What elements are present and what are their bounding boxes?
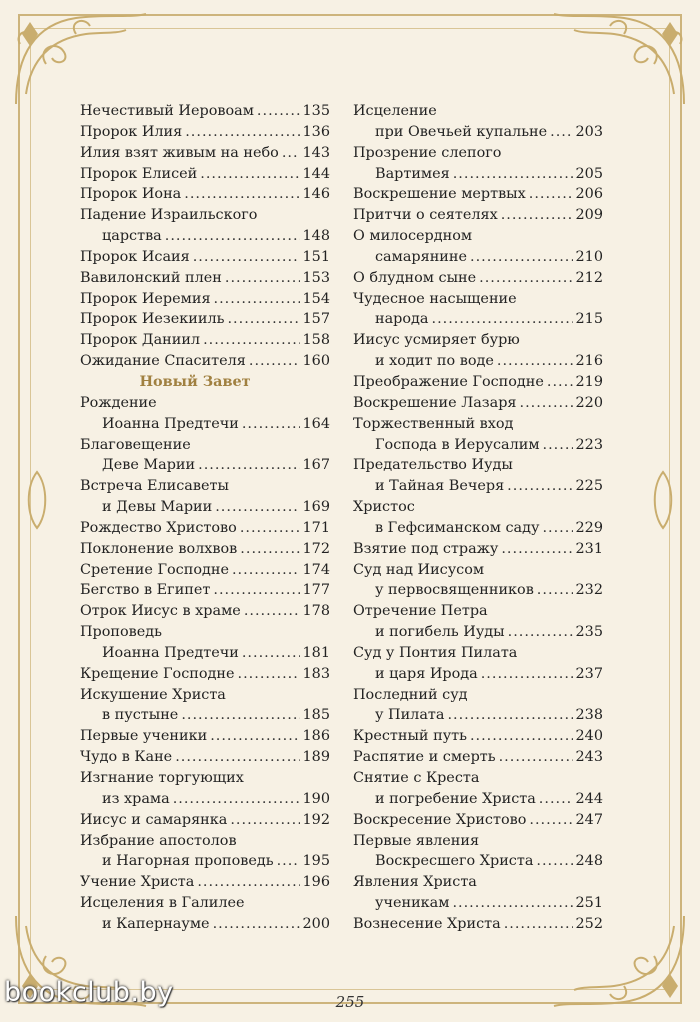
dot-leader: [501, 539, 572, 560]
toc-entry-page: 244: [575, 790, 603, 807]
toc-entry-page: 153: [302, 269, 330, 286]
dot-leader: [193, 247, 300, 268]
toc-entry-title: Воскрешение Лазаря: [353, 394, 517, 411]
toc-entry[interactable]: [353, 643, 603, 685]
dot-leader: [497, 351, 573, 372]
toc-entry-page: 154: [302, 290, 330, 307]
toc-entry-title: Исцеление: [353, 103, 437, 119]
dot-leader: [175, 747, 299, 768]
dot-leader: [227, 309, 299, 330]
dot-leader: [242, 643, 300, 664]
toc-entry-title: Воскресшего Христа: [375, 853, 534, 870]
toc-entry-title: Взятие под стражу: [353, 540, 499, 557]
toc-entry-page: 160: [302, 353, 330, 370]
toc-entry-title: и Нагорная проповедь: [102, 853, 274, 870]
toc-entry-page: 231: [575, 540, 603, 557]
toc-entry[interactable]: [353, 560, 603, 602]
dot-leader: [447, 705, 572, 726]
dot-leader: [214, 289, 300, 310]
dot-leader: [210, 726, 299, 747]
toc-entry[interactable]: [80, 289, 330, 310]
toc-entry-page: 235: [575, 624, 603, 641]
toc-entry-page: 158: [302, 332, 330, 349]
toc-entry-page: 237: [575, 665, 603, 682]
toc-entry[interactable]: [353, 497, 603, 539]
dot-leader: [240, 539, 299, 560]
toc-entry-page: 200: [302, 915, 330, 932]
toc-entry-page: 144: [302, 165, 330, 182]
toc-entry[interactable]: [80, 810, 330, 831]
toc-entry-title: Торжественный вход: [353, 415, 514, 432]
toc-entry-title: Рождество Христово: [80, 519, 237, 536]
toc-entry-title: самарянине: [375, 248, 467, 265]
toc-entry-page: 172: [302, 540, 330, 557]
toc-entry[interactable]: [353, 393, 603, 414]
toc-entry-title: Искушение Христа: [80, 686, 226, 703]
toc-entry-page: 177: [302, 582, 330, 599]
toc-entry[interactable]: [353, 726, 603, 747]
dot-leader: [529, 810, 572, 831]
toc-entry[interactable]: [353, 184, 603, 205]
dot-leader: [238, 664, 300, 685]
toc-entry-page: 186: [302, 728, 330, 745]
toc-entry[interactable]: [353, 601, 603, 643]
toc-entry[interactable]: [80, 872, 330, 893]
toc-entry[interactable]: [80, 143, 330, 164]
toc-entry-title: Иоанна Предтечи: [102, 415, 239, 432]
toc-entry-title: Поклонение волхвов: [80, 540, 238, 557]
toc-entry-title: О милосердном: [353, 228, 473, 245]
toc-entry[interactable]: [353, 372, 603, 393]
toc-entry-page: 136: [302, 123, 330, 140]
toc-entry[interactable]: [80, 539, 330, 560]
toc-entry-page: 178: [302, 603, 330, 620]
toc-entry-title: Распятие и смерть: [353, 749, 496, 766]
dot-leader: [542, 518, 572, 539]
toc-entry-title: Воскрешение мертвых: [353, 186, 526, 203]
toc-entry-page: 135: [302, 103, 330, 119]
dot-leader: [504, 914, 573, 935]
toc-entry-title: Вавилонский плен: [80, 269, 222, 286]
toc-entry-title: Падение Израильского: [80, 207, 258, 224]
toc-entry-page: 232: [575, 582, 603, 599]
toc-entry-title: Крестный путь: [353, 728, 467, 745]
toc-entry-title: Чудо в Кане: [80, 749, 173, 766]
toc-entry[interactable]: [80, 393, 330, 435]
dot-leader: [249, 351, 300, 372]
toc-entry[interactable]: [353, 747, 603, 768]
toc-entry-page: 225: [575, 478, 603, 495]
dot-leader: [232, 560, 300, 581]
toc-entry-title: Пророк Исаия: [80, 248, 190, 265]
side-ornament-icon: [648, 470, 678, 530]
toc-entry-page: 174: [302, 561, 330, 578]
dot-leader: [479, 268, 572, 289]
toc-entry-title: и царя Ирода: [375, 665, 478, 682]
toc-entry-title: и Капернауме: [102, 915, 210, 932]
toc-entry[interactable]: [80, 518, 330, 539]
toc-entry-title: О блудном сыне: [353, 269, 477, 286]
toc-entry[interactable]: [353, 205, 603, 226]
toc-entry[interactable]: [80, 268, 330, 289]
dot-leader: [200, 164, 299, 185]
toc-entry-title: Отрок Иисус в храме: [80, 603, 241, 620]
dot-leader: [197, 872, 299, 893]
toc-entry-page: 210: [575, 248, 603, 265]
dot-leader: [215, 497, 299, 518]
toc-entry-title: Нечестивый Иеровоам: [80, 103, 254, 119]
toc-entry-page: 247: [575, 811, 603, 828]
toc-entry[interactable]: [80, 580, 330, 601]
toc-entry-page: 143: [302, 144, 330, 161]
toc-entry-page: 219: [575, 373, 603, 390]
toc-entry-title: Пророк Иезекииль: [80, 311, 225, 328]
toc-entry-page: 195: [302, 853, 330, 870]
toc-entry-title: ученикам: [375, 895, 450, 912]
toc-entry-title: Избрание апостолов: [80, 832, 237, 849]
section-heading: Новый Завет: [139, 372, 251, 390]
dot-leader: [508, 622, 573, 643]
toc-entry[interactable]: [80, 831, 330, 873]
toc-entry-title: Снятие с Креста: [353, 770, 480, 786]
toc-entry-title: Предательство Иуды: [353, 457, 513, 474]
toc-entry-page: 183: [302, 665, 330, 682]
toc-entry-page: 148: [302, 228, 330, 245]
toc-entry-title: и ходит по воде: [375, 353, 494, 370]
toc-entry-title: Деве Марии: [102, 457, 196, 474]
toc-entry-page: 189: [302, 749, 330, 766]
toc-entry-title: Первые ученики: [80, 728, 208, 745]
toc-entry-title: Явления Христа: [353, 874, 477, 891]
toc-entry-page: 240: [575, 728, 603, 745]
toc-entry[interactable]: [80, 768, 330, 810]
toc-entry-page: 216: [575, 353, 603, 370]
toc-entry-title: и погибель Иуды: [375, 624, 505, 641]
toc-entry-title: у первосвященников: [375, 582, 534, 599]
toc-entry[interactable]: [80, 351, 330, 372]
toc-entry-title: у Пилата: [375, 707, 445, 724]
dot-leader: [181, 705, 299, 726]
dot-leader: [547, 372, 573, 393]
toc-entry-title: Притчи о сеятелях: [353, 207, 498, 224]
toc-entry-title: Исцеления в Галилее: [80, 895, 245, 912]
toc-entry-title: Пророк Даниил: [80, 332, 201, 349]
toc-entry-title: Вартимея: [375, 165, 450, 182]
dot-leader: [481, 664, 573, 685]
dot-leader: [543, 435, 573, 456]
toc-entry-title: Суд над Иисусом: [353, 561, 485, 578]
toc-entry-page: 151: [302, 248, 330, 265]
dot-leader: [550, 122, 572, 143]
toc-entry-title: и Девы Марии: [102, 499, 213, 516]
toc-entry[interactable]: [80, 664, 330, 685]
toc-entry-page: 238: [575, 707, 603, 724]
toc-entry-page: 203: [575, 123, 603, 140]
toc-entry[interactable]: [80, 893, 330, 935]
toc-entry-title: Первые явления: [353, 832, 480, 849]
toc-entry-page: 190: [302, 790, 330, 807]
toc-entry-title: Встреча Елисаветы: [80, 478, 229, 495]
toc-entry-title: Иоанна Предтечи: [102, 644, 239, 661]
toc-entry[interactable]: [80, 309, 330, 330]
toc-entry-page: 157: [302, 311, 330, 328]
dot-leader: [520, 393, 573, 414]
dot-leader: [198, 455, 299, 476]
toc-entry-title: Вознесение Христа: [353, 915, 501, 932]
toc-entry-page: 209: [575, 207, 603, 224]
toc-entry[interactable]: [353, 330, 603, 372]
toc-entry-page: 251: [575, 895, 603, 912]
dot-leader: [230, 810, 299, 831]
dot-leader: [184, 184, 299, 205]
toc-entry-title: народа: [375, 311, 429, 328]
toc-entry[interactable]: [80, 560, 330, 581]
toc-entry[interactable]: [353, 414, 603, 456]
dot-leader: [432, 309, 573, 330]
page-number: 255: [335, 993, 365, 1011]
toc-entry-title: Илия взят живым на небо: [80, 144, 279, 161]
toc-entry-title: Ожидание Спасителя: [80, 353, 246, 370]
dot-leader: [203, 330, 299, 351]
toc-entry[interactable]: [353, 455, 603, 497]
toc-entry-page: 220: [575, 394, 603, 411]
toc-entry-page: 146: [302, 186, 330, 203]
dot-leader: [213, 580, 299, 601]
dot-leader: [529, 184, 573, 205]
toc-entry-title: Христос: [353, 499, 415, 516]
toc-left-column: [80, 101, 330, 935]
corner-ornament-icon: [544, 4, 694, 114]
dot-leader: [470, 247, 573, 268]
toc-entry-title: Чудесное насыщение: [353, 290, 517, 307]
toc-entry[interactable]: [353, 831, 603, 873]
toc-entry-title: Пророк Елисей: [80, 165, 198, 182]
toc-entry-title: в пустыне: [102, 707, 179, 724]
toc-entry[interactable]: [353, 143, 603, 185]
toc-entry-page: 192: [302, 811, 330, 828]
toc-entry-title: Отречение Петра: [353, 603, 488, 620]
dot-leader: [499, 747, 573, 768]
dot-leader: [453, 164, 573, 185]
toc-entry-page: 185: [302, 707, 330, 724]
toc-entry[interactable]: [353, 914, 603, 935]
dot-leader: [185, 122, 299, 143]
dot-leader: [225, 268, 300, 289]
toc-entry[interactable]: [80, 685, 330, 727]
toc-entry-title: Господа в Иерусалим: [375, 436, 540, 453]
dot-leader: [452, 893, 572, 914]
dot-leader: [507, 476, 572, 497]
toc-entry-title: в Гефсиманском саду: [375, 519, 540, 536]
toc-entry[interactable]: [80, 435, 330, 477]
toc-entry-title: царства: [102, 228, 162, 245]
toc-entry-page: 243: [575, 749, 603, 766]
toc-entry-title: Благовещение: [80, 436, 191, 453]
toc-entry-title: при Овечьей купальне: [375, 123, 548, 140]
toc-entry-page: 252: [575, 915, 603, 932]
dot-leader: [165, 226, 300, 247]
toc-entry-title: Пророк Иона: [80, 186, 182, 203]
toc-entry-page: 196: [302, 874, 330, 891]
toc-entry-title: Иисус и самарянка: [80, 811, 228, 828]
side-ornament-icon: [22, 470, 52, 530]
toc-entry[interactable]: [80, 101, 330, 122]
toc-entry-title: Крещение Господне: [80, 665, 235, 682]
toc-entry[interactable]: [353, 226, 603, 268]
toc-entry[interactable]: [353, 768, 603, 810]
toc-entry[interactable]: [80, 747, 330, 768]
toc-entry[interactable]: [80, 622, 330, 664]
dot-leader: [173, 789, 300, 810]
dot-leader: [244, 601, 300, 622]
toc-entry-page: 164: [302, 415, 330, 432]
dot-leader: [539, 789, 573, 810]
toc-entry[interactable]: [80, 476, 330, 518]
toc-entry-page: 248: [575, 853, 603, 870]
toc-entry-title: Бегство в Египет: [80, 582, 211, 599]
toc-entry[interactable]: [353, 872, 603, 914]
toc-entry[interactable]: [353, 289, 603, 331]
toc-right-column: [353, 101, 603, 935]
toc-entry-page: 205: [575, 165, 603, 182]
toc-entry-title: Последний суд: [353, 686, 468, 703]
dot-leader: [282, 143, 300, 164]
toc-entry[interactable]: [80, 247, 330, 268]
toc-entry-page: 223: [575, 436, 603, 453]
toc-entry-title: Суд у Понтия Пилата: [353, 644, 518, 661]
toc-entry[interactable]: [353, 539, 603, 560]
toc-entry[interactable]: [80, 184, 330, 205]
toc-entry-page: 167: [302, 457, 330, 474]
toc-entry[interactable]: [353, 810, 603, 831]
dot-leader: [277, 851, 300, 872]
toc-entry-title: Сретение Господне: [80, 561, 229, 578]
dot-leader: [257, 101, 300, 122]
dot-leader: [240, 518, 300, 539]
toc-entry[interactable]: [80, 330, 330, 351]
dot-leader: [470, 726, 573, 747]
toc-entry-title: Воскресение Христово: [353, 811, 527, 828]
toc-entry-page: 212: [575, 269, 603, 286]
toc-entry-page: 215: [575, 311, 603, 328]
toc-entry-title: Учение Христа: [80, 874, 195, 891]
dot-leader: [536, 851, 572, 872]
toc-entry-page: 169: [302, 499, 330, 516]
toc-entry[interactable]: [353, 685, 603, 727]
toc-entry[interactable]: [353, 101, 603, 143]
toc-entry[interactable]: [353, 268, 603, 289]
toc-entry-title: Изгнание торгующих: [80, 770, 244, 786]
toc-entry-title: Пророк Илия: [80, 123, 183, 140]
toc-entry-title: Иисус усмиряет бурю: [353, 332, 520, 349]
toc-entry-title: Рождение: [80, 394, 157, 411]
toc-entry-title: и Тайная Вечеря: [375, 478, 505, 495]
toc-entry[interactable]: [80, 122, 330, 143]
toc-entry-title: из храма: [102, 790, 170, 807]
toc-entry-title: Проповедь: [80, 624, 162, 641]
dot-leader: [213, 914, 300, 935]
toc-entry-title: Пророк Иеремия: [80, 290, 211, 307]
dot-leader: [242, 414, 300, 435]
toc-entry[interactable]: [80, 601, 330, 622]
dot-leader: [501, 205, 573, 226]
toc-entry-title: и погребение Христа: [375, 790, 536, 807]
corner-ornament-icon: [6, 4, 156, 114]
toc-entry-page: 229: [575, 519, 603, 536]
toc-entry-title: Преображение Господне: [353, 373, 544, 390]
watermark: bookclub.by: [4, 977, 174, 1008]
toc-entry-page: 206: [575, 186, 603, 203]
toc-entry-page: 181: [302, 644, 330, 661]
toc-entry[interactable]: [80, 205, 330, 247]
toc-entry-title: Прозрение слепого: [353, 144, 502, 161]
toc-entry[interactable]: [80, 164, 330, 185]
toc-entry[interactable]: [80, 726, 330, 747]
dot-leader: [537, 580, 573, 601]
toc-entry-page: 171: [302, 519, 330, 536]
